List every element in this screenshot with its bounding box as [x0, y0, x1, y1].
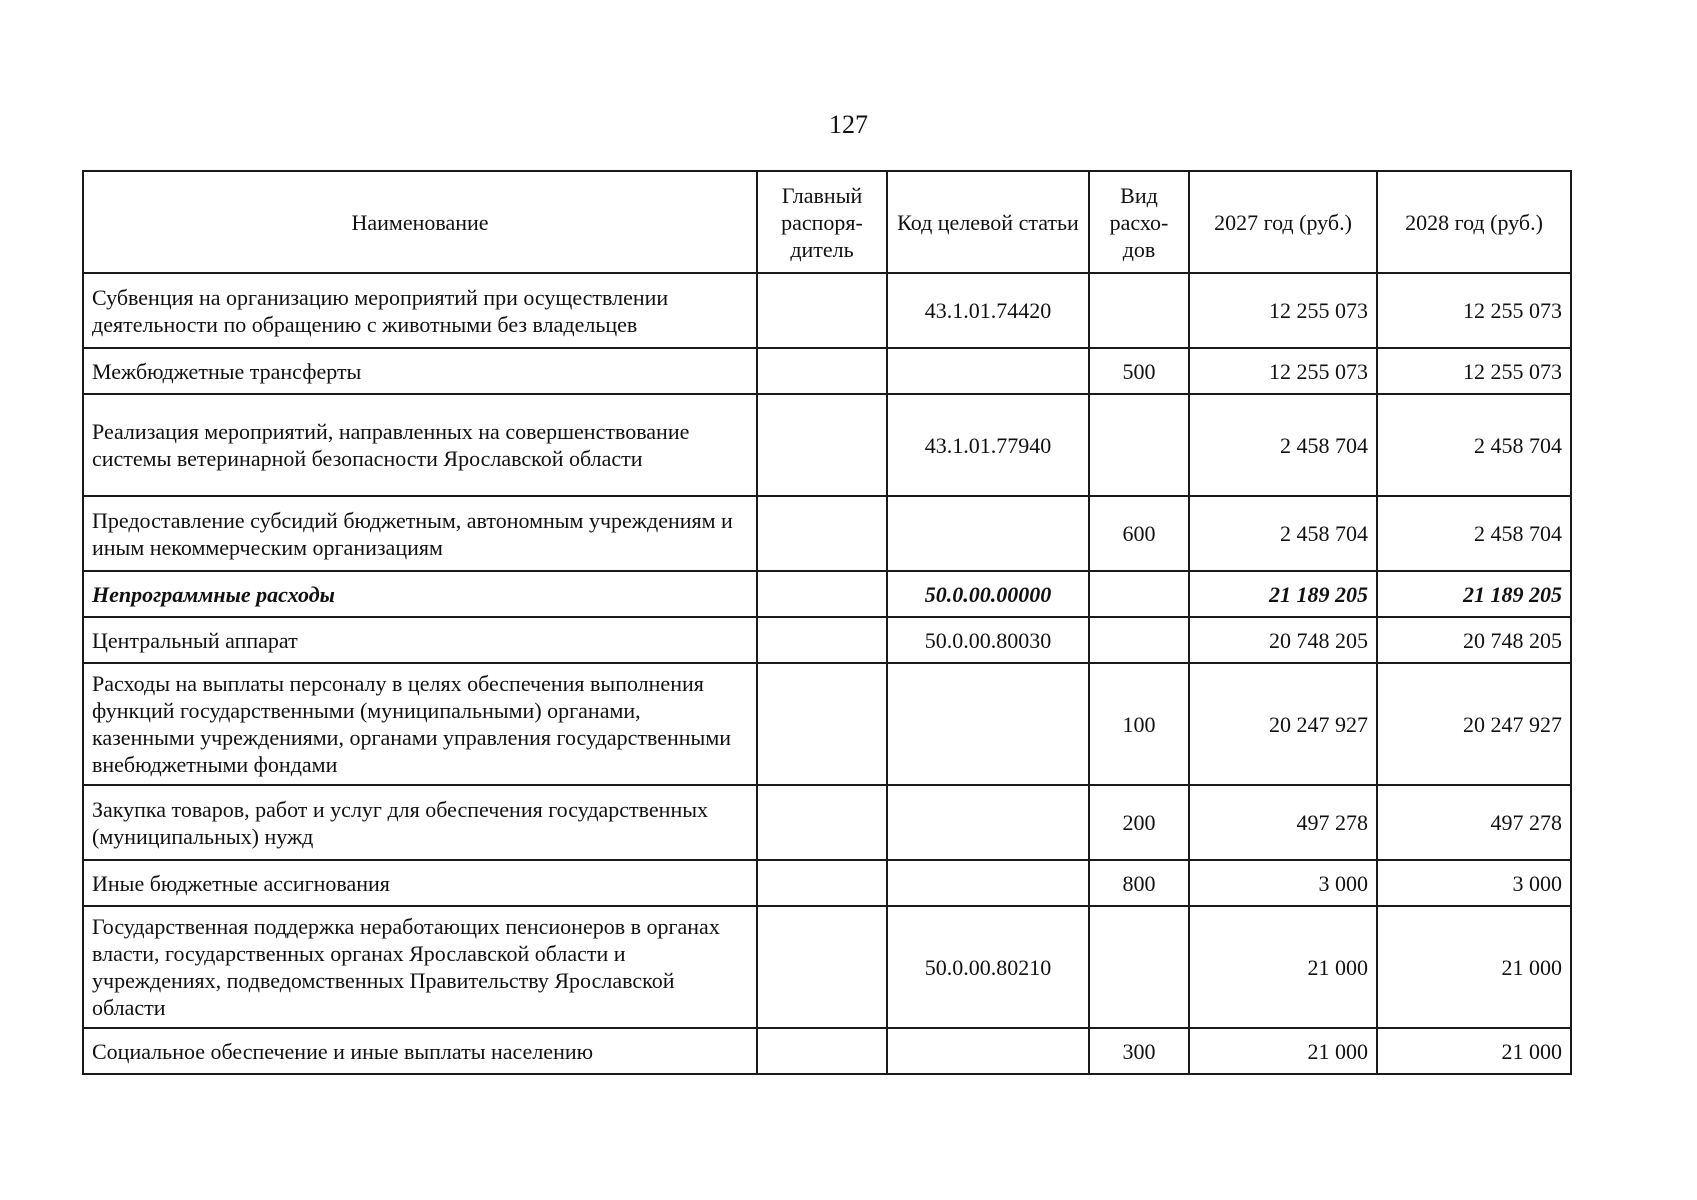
cell-name: Предоставление субсидий бюджетным, автономным учреждениям и иным некоммерческим организациям — [83, 496, 757, 571]
cell-code — [887, 496, 1089, 571]
cell-name: Социальное обеспечение и иные выплаты населению — [83, 1028, 757, 1074]
cell-2027: 20 748 205 — [1189, 617, 1377, 663]
cell-code: 50.0.00.80030 — [887, 617, 1089, 663]
cell-2028: 20 247 927 — [1377, 663, 1571, 785]
cell-2027: 2 458 704 — [1189, 394, 1377, 496]
cell-kind — [1089, 906, 1189, 1028]
cell-kind: 200 — [1089, 785, 1189, 860]
cell-code — [887, 348, 1089, 394]
table-row — [83, 785, 1571, 860]
cell-admin — [757, 1028, 887, 1074]
cell-2027: 21 000 — [1189, 1028, 1377, 1074]
cell-admin — [757, 663, 887, 785]
cell-2027: 21 000 — [1189, 906, 1377, 1028]
header-kind: Вид расхо-дов — [1089, 171, 1189, 273]
cell-2028: 20 748 205 — [1377, 617, 1571, 663]
table-row — [83, 496, 1571, 571]
table-row — [83, 394, 1571, 496]
cell-code — [887, 860, 1089, 906]
cell-2028: 21 189 205 — [1377, 571, 1571, 617]
cell-2028: 2 458 704 — [1377, 394, 1571, 496]
cell-admin — [757, 617, 887, 663]
cell-2028: 3 000 — [1377, 860, 1571, 906]
cell-name: Закупка товаров, работ и услуг для обеспечения государственных (муниципальных) нужд — [83, 785, 757, 860]
cell-kind — [1089, 394, 1189, 496]
cell-admin — [757, 860, 887, 906]
cell-2027: 3 000 — [1189, 860, 1377, 906]
cell-2028: 21 000 — [1377, 906, 1571, 1028]
cell-code: 50.0.00.00000 — [887, 571, 1089, 617]
cell-name: Субвенция на организацию мероприятий при осуществлении деятельности по обращению с животными без владельцев — [83, 273, 757, 348]
cell-code — [887, 785, 1089, 860]
cell-2027: 497 278 — [1189, 785, 1377, 860]
cell-2027: 20 247 927 — [1189, 663, 1377, 785]
cell-kind: 500 — [1089, 348, 1189, 394]
cell-admin — [757, 785, 887, 860]
cell-code — [887, 663, 1089, 785]
cell-2027: 12 255 073 — [1189, 273, 1377, 348]
table-header-row — [83, 171, 1571, 273]
cell-admin — [757, 571, 887, 617]
cell-code: 50.0.00.80210 — [887, 906, 1089, 1028]
cell-admin — [757, 348, 887, 394]
table-row — [83, 860, 1571, 906]
cell-2028: 497 278 — [1377, 785, 1571, 860]
cell-2028: 2 458 704 — [1377, 496, 1571, 571]
cell-2028: 21 000 — [1377, 1028, 1571, 1074]
cell-name: Непрограммные расходы — [83, 571, 757, 617]
table-row — [83, 348, 1571, 394]
cell-kind: 600 — [1089, 496, 1189, 571]
table-row — [83, 273, 1571, 348]
header-name: Наименование — [83, 171, 757, 273]
table-row-section-total — [83, 571, 1571, 617]
cell-2028: 12 255 073 — [1377, 348, 1571, 394]
cell-name: Иные бюджетные ассигнования — [83, 860, 757, 906]
cell-2028: 12 255 073 — [1377, 273, 1571, 348]
header-code: Код целевой статьи — [887, 171, 1089, 273]
cell-admin — [757, 906, 887, 1028]
cell-kind — [1089, 273, 1189, 348]
budget-table — [82, 170, 1572, 1075]
cell-2027: 12 255 073 — [1189, 348, 1377, 394]
cell-kind: 100 — [1089, 663, 1189, 785]
cell-2027: 21 189 205 — [1189, 571, 1377, 617]
cell-kind: 800 — [1089, 860, 1189, 906]
header-2027: 2027 год (руб.) — [1189, 171, 1377, 273]
table-row — [83, 1028, 1571, 1074]
cell-kind — [1089, 571, 1189, 617]
cell-admin — [757, 273, 887, 348]
cell-code: 43.1.01.77940 — [887, 394, 1089, 496]
cell-2027: 2 458 704 — [1189, 496, 1377, 571]
header-2028: 2028 год (руб.) — [1377, 171, 1571, 273]
cell-admin — [757, 496, 887, 571]
header-admin: Главный распоря-дитель — [757, 171, 887, 273]
cell-code: 43.1.01.74420 — [887, 273, 1089, 348]
cell-name: Государственная поддержка неработающих пенсионеров в органах власти, государственных органах Ярославской области и учреждениях, подведомственных Правительству Ярославской области — [83, 906, 757, 1028]
page-number: 127 — [829, 110, 868, 139]
table-row — [83, 663, 1571, 785]
cell-kind: 300 — [1089, 1028, 1189, 1074]
cell-code — [887, 1028, 1089, 1074]
cell-admin — [757, 394, 887, 496]
cell-name: Расходы на выплаты персоналу в целях обеспечения выполнения функций государственными (муниципальными) органами, казенными учреждениями, органами управления государственными внебюджетными фондами — [83, 663, 757, 785]
table-row — [83, 906, 1571, 1028]
cell-name: Центральный аппарат — [83, 617, 757, 663]
table-row — [83, 617, 1571, 663]
cell-kind — [1089, 617, 1189, 663]
cell-name: Межбюджетные трансферты — [83, 348, 757, 394]
cell-name: Реализация мероприятий, направленных на совершенствование системы ветеринарной безопасности Ярославской области — [83, 394, 757, 496]
